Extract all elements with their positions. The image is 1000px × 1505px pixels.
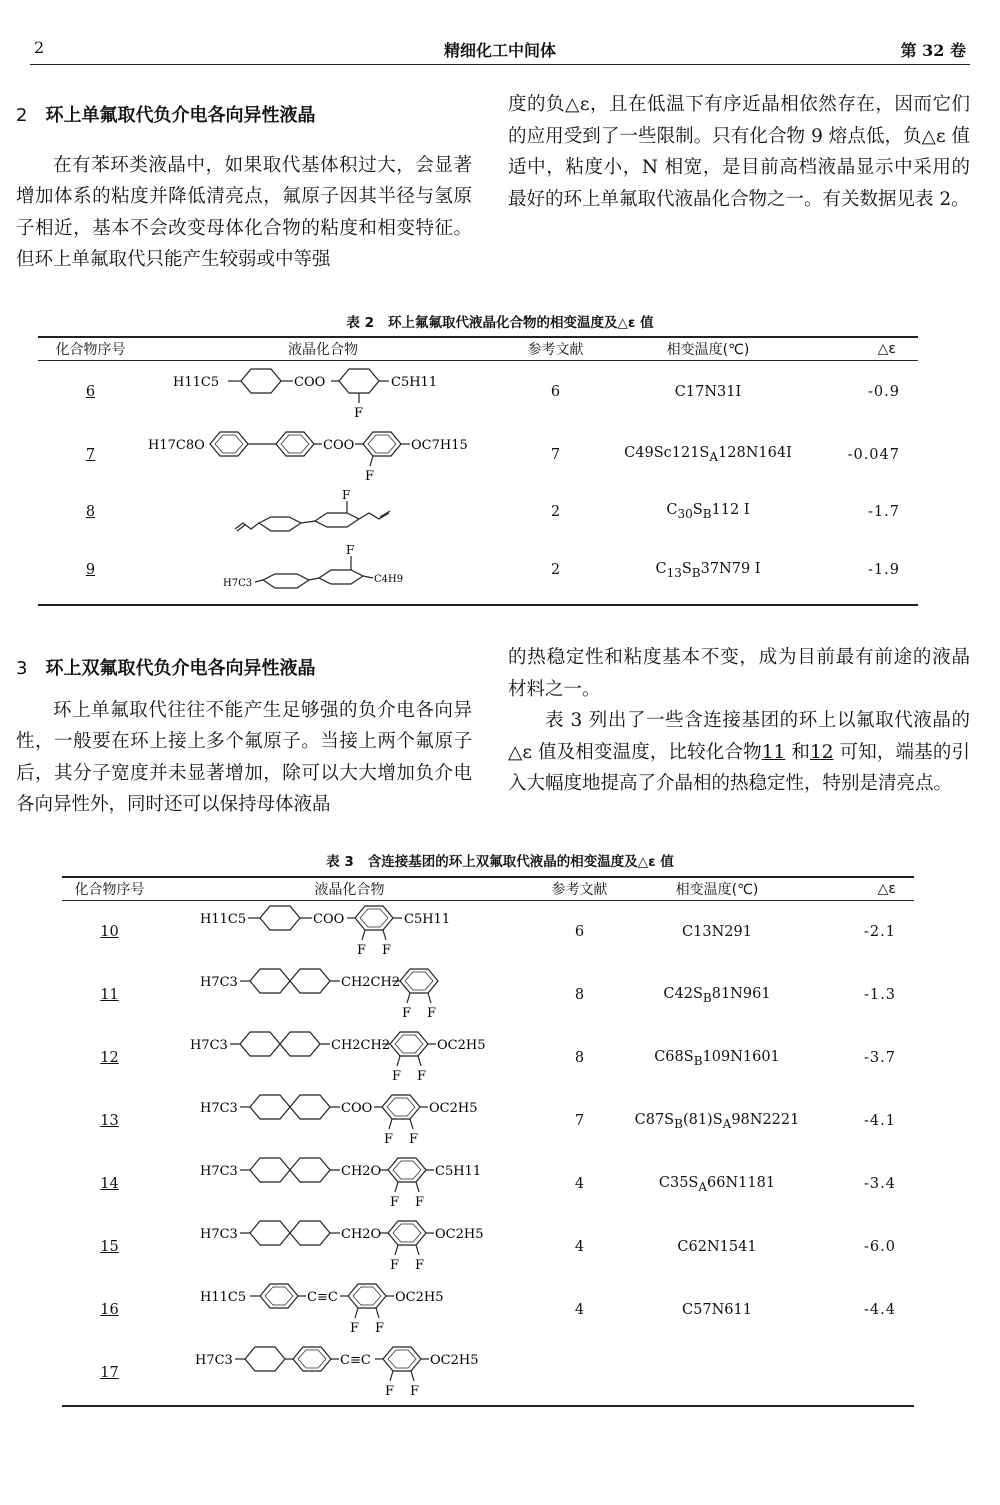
reference: 6 [550,383,561,400]
section-2-heading: 2 环上单氟取代负介电各向异性液晶 [16,105,316,126]
svg-text:F: F [381,943,391,959]
svg-text:H11C5: H11C5 [199,912,246,928]
svg-text:H7C3: H7C3 [189,1038,228,1053]
svg-text:COO: COO [323,437,355,453]
svg-text:OC2H5: OC2H5 [434,1227,483,1242]
structure-diagram [200,1091,500,1151]
svg-text:F: F [414,1258,424,1273]
delta-epsilon: -4.4 [864,1302,896,1318]
structure-diagram [233,487,413,537]
reference: 7 [574,1113,585,1129]
reference: 4 [574,1302,585,1318]
delta-epsilon: -0.9 [868,383,900,400]
svg-text:F: F [356,943,366,959]
phase-transition: C57N611 [682,1302,752,1318]
structure-14 [157,1153,542,1216]
structure-16 [157,1279,542,1342]
svg-text:OC2H5: OC2H5 [428,1101,477,1116]
reference [542,1342,617,1406]
section-2-paragraph-right: 度的负△ε，且在低温下有序近晶相依然存在，因而它们的应用受到了一些限制。只有化合物 9 熔点低，负△ε 值适中，粘度小，N 相宽，是目前高档液晶显示中采用的最好的环上单氟取代液晶化合物之一。有关数据见表 2。 [508,94,970,210]
svg-text:H7C3: H7C3 [199,1164,238,1179]
structure-diagram [200,1280,500,1340]
compound-number: 14 [100,1176,119,1192]
svg-text:COO: COO [340,1101,372,1116]
svg-text:OC2H5: OC2H5 [429,1353,478,1368]
section-3-left-column [16,653,472,821]
svg-text:F: F [349,1321,359,1336]
phase-transition: C13N291 [682,924,752,941]
svg-text:H7C3: H7C3 [199,1227,238,1242]
structure-8 [143,487,503,537]
table-row [62,1090,914,1153]
structure-diagram [200,1217,500,1277]
table-row [62,1153,914,1216]
delta-epsilon: -1.7 [868,503,900,520]
svg-text:F: F [401,1006,411,1021]
delta-epsilon: -1.3 [864,987,896,1003]
delta-epsilon: -3.4 [864,1176,896,1192]
section-3-right-column [508,642,970,800]
structure-17 [157,1342,542,1406]
svg-text:F: F [374,1321,384,1336]
section-2-right-column [508,89,970,215]
svg-text:OC2H5: OC2H5 [394,1290,443,1305]
svg-text:F: F [342,487,351,502]
phase-transition: C17N31I [674,383,742,400]
svg-text:F: F [383,1132,393,1147]
svg-text:CH2CH2: CH2CH2 [330,1038,390,1053]
structure-10 [157,901,542,964]
structure-13 [157,1090,542,1153]
table-2-caption: 表 2 环上氟氟取代液晶化合物的相变温度及△ε 值 [346,315,654,331]
svg-text:C≡C: C≡C [306,1290,338,1305]
svg-text:C4H9: C4H9 [374,574,404,585]
structure-11 [157,964,542,1027]
section-2-paragraph-left: 在有苯环类液晶中，如果取代基体积过大，会显著增加体系的粘度并降低清亮点，氟原子因其半径与氢原子相近，基本不会改变母体化合物的粘度和相变特征。但环上单氟取代只能产生较弱或中等强 [16,154,472,270]
svg-text:F: F [354,405,364,421]
table-row [62,1216,914,1279]
table-row [62,964,914,1027]
structure-diagram [173,363,473,421]
svg-text:F: F [346,543,355,557]
table-row [38,537,918,605]
column-header: 液晶化合物 [143,337,503,361]
compound-number: 13 [100,1113,119,1129]
structure-diagram [200,902,500,962]
phase-transition: $C49Sc121S_A128N164I$ [624,445,792,464]
delta-epsilon: -2.1 [864,924,896,941]
structure-diagram [200,1154,500,1214]
compound-number: 8 [85,503,96,520]
phase-transition: $C35S_A66N1181$ [658,1174,776,1194]
svg-text:F: F [389,1258,399,1273]
structure-7 [143,423,503,487]
reference: 2 [550,503,561,520]
compound-number: 11 [100,987,119,1003]
svg-text:F: F [409,1384,419,1399]
structure-6 [143,361,503,423]
table-row [62,901,914,964]
svg-text:F: F [408,1132,418,1147]
svg-text:C5H11: C5H11 [434,1164,481,1179]
page-header [30,30,970,65]
column-header: 液晶化合物 [157,877,542,901]
svg-text:H11C5: H11C5 [173,374,220,390]
phase-transition: $C68S_B109N1601$ [654,1048,780,1068]
svg-text:COO: COO [312,912,344,928]
section-3-paragraph-right-2: 表 3 列出了一些含连接基团的环上以氟取代液晶的△ε 值及相变温度，比较化合物11 和12 可知，端基的引入大幅度地提高了介晶相的热稳定性，特别是清亮点。 [508,710,970,794]
column-header: 参考文献 [503,337,608,361]
table-3 [62,876,914,1407]
reference: 4 [574,1176,585,1192]
column-header: △ε [817,877,914,901]
volume-label: 第 32 卷 [900,41,966,60]
svg-text:F: F [426,1006,436,1021]
svg-text:F: F [391,1069,401,1084]
svg-text:F: F [365,468,375,484]
svg-text:H7C3: H7C3 [199,975,238,990]
table-row [38,361,918,423]
svg-text:C≡C: C≡C [339,1353,371,1368]
reference: 2 [503,537,608,605]
phase-transition: $C_{30}S_B112$ I [666,502,750,521]
table-2 [38,336,918,606]
section-3-paragraph-left: 环上单氟取代往往不能产生足够强的负介电各向异性，一般要在环上接上多个氟原子。当接上两个氟原子后，其分子宽度并未显著增加，除可以大大增加负介电各向异性外，同时还可以保持母体液晶 [16,699,472,815]
svg-text:C5H11: C5H11 [391,374,438,390]
svg-text:OC7H15: OC7H15 [411,437,468,453]
compound-number: 10 [100,924,119,941]
compound-number: 12 [100,1050,119,1066]
table-header-row [62,877,914,901]
journal-title: 精细化工中间体 [443,41,556,60]
table-row [62,1279,914,1342]
svg-text:COO: COO [294,374,326,390]
column-header: △ε [808,337,918,361]
reference: 8 [574,987,585,1003]
svg-text:F: F [384,1384,394,1399]
svg-text:F: F [414,1195,424,1210]
section-3-paragraph-right-1: 的热稳定性和粘度基本不变，成为目前最有前途的液晶材料之一。 [508,647,970,700]
table-row [38,487,918,537]
svg-text:F: F [389,1195,399,1210]
phase-transition: $C_{13}S_B37N79$ I [608,537,808,605]
reference: 4 [574,1239,585,1255]
compound-number: 6 [85,383,96,400]
svg-text:H7C3: H7C3 [199,1101,238,1116]
compound-number: 17 [62,1342,157,1406]
phase-transition: $C42S_B81N961$ [663,985,771,1005]
structure-diagram [195,1343,505,1403]
reference: 7 [550,446,561,463]
column-header: 化合物序号 [38,337,143,361]
phase-transition: C62N1541 [677,1239,757,1255]
svg-text:CH2O: CH2O [340,1227,381,1242]
svg-text:CH2O: CH2O [340,1164,381,1179]
structure-12 [157,1027,542,1090]
column-header: 化合物序号 [62,877,157,901]
phase-transition [617,1342,817,1406]
table-row [38,423,918,487]
table-row [62,1342,914,1406]
structure-9 [143,537,503,605]
compound-number: 15 [100,1239,119,1255]
column-header: 相变温度(℃) [608,337,808,361]
column-header: 参考文献 [542,877,617,901]
compound-number: 7 [85,446,96,463]
section-3-heading: 3 环上双氟取代负介电各向异性液晶 [16,658,316,679]
column-header: 相变温度(℃) [617,877,817,901]
delta-epsilon: -4.1 [864,1113,896,1129]
table-header-row [38,337,918,361]
delta-epsilon: -1.9 [808,537,918,605]
svg-text:C5H11: C5H11 [403,912,450,928]
svg-text:CH2CH2: CH2CH2 [340,975,400,990]
structure-diagram [223,542,423,598]
compound-number: 9 [38,537,143,605]
phase-transition: $C87S_B(81)S_A98N2221$ [634,1111,800,1131]
delta-epsilon [817,1342,914,1406]
compound-number: 16 [100,1302,119,1318]
svg-text:OC2H5: OC2H5 [436,1038,485,1053]
svg-text:H7C3: H7C3 [223,578,253,589]
delta-epsilon: -3.7 [864,1050,896,1066]
structure-diagram [148,426,498,484]
structure-diagram [190,1028,510,1088]
table-3-caption: 表 3 含连接基团的环上双氟取代液晶的相变温度及△ε 值 [326,854,674,870]
table-row [62,1027,914,1090]
svg-text:H7C3: H7C3 [194,1353,233,1368]
section-2-left-column [16,100,472,276]
reference: 6 [574,924,585,941]
page-number: 2 [34,38,45,57]
delta-epsilon: -0.047 [847,446,900,463]
svg-text:H11C5: H11C5 [199,1290,246,1305]
svg-text:F: F [416,1069,426,1084]
svg-text:H17C8O: H17C8O [148,437,205,453]
reference: 8 [574,1050,585,1066]
structure-15 [157,1216,542,1279]
structure-diagram [200,965,500,1025]
delta-epsilon: -6.0 [864,1239,896,1255]
